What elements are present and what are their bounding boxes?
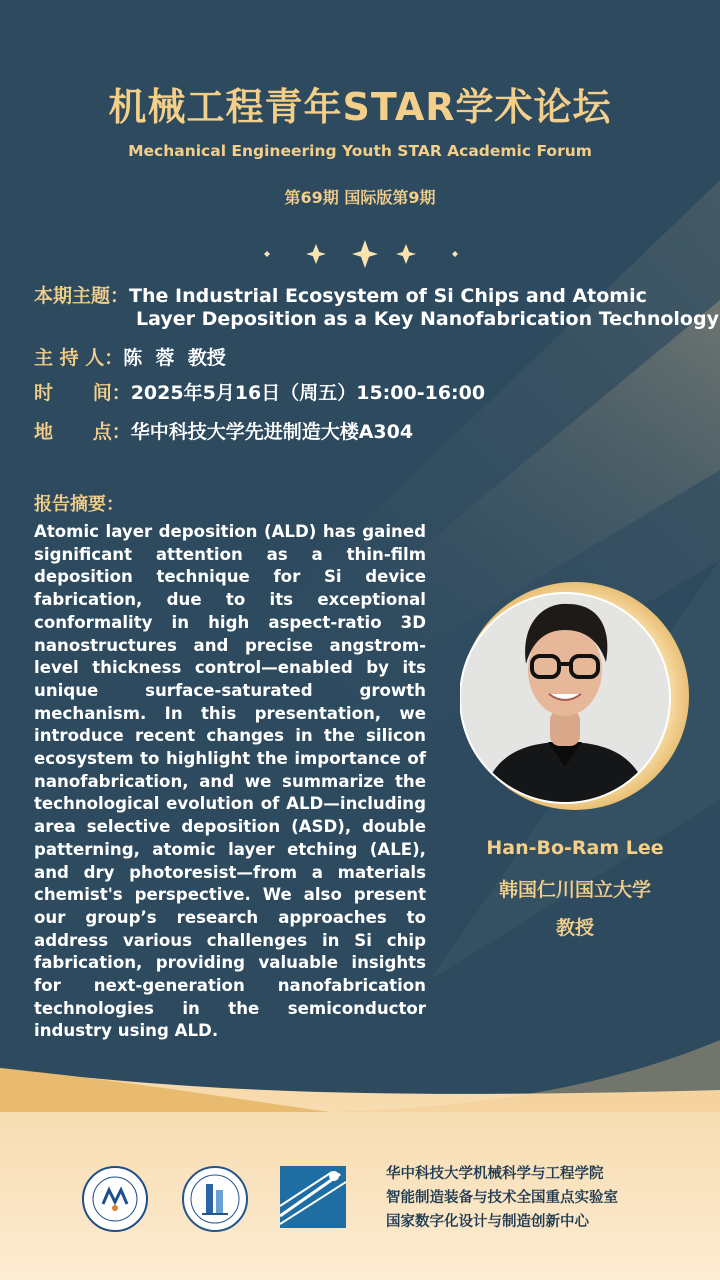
footer-line-1: 华中科技大学机械科学与工程学院: [386, 1166, 604, 1182]
issue-number: 第69期 国际版第9期: [284, 188, 436, 207]
place-row: [34, 417, 413, 444]
forum-title-en: Mechanical Engineering Youth STAR Academic Forum: [128, 142, 592, 160]
speaker-name: Han-Bo-Ram Lee: [486, 837, 664, 859]
host-value: 陈 蓉 教授: [123, 347, 226, 369]
topic-row: [34, 281, 647, 308]
topic-line-2: Layer Deposition as a Key Nanofabrication Technology: [136, 308, 719, 330]
host-label: 主 持 人：: [34, 347, 124, 369]
topic-line-1: The Industrial Ecosystem of Si Chips and Atomic: [129, 285, 647, 307]
host-row: [34, 343, 226, 370]
center-logo-icon: [280, 1166, 346, 1228]
abstract-label: 报告摘要：: [34, 494, 124, 515]
topic-label: 本期主题：: [34, 285, 130, 307]
forum-title: 机械工程青年STAR学术论坛: [108, 85, 612, 129]
footer-line-3: 国家数字化设计与制造创新中心: [386, 1214, 589, 1230]
star-ornament-icon: [252, 236, 472, 272]
time-label: 时 间：: [34, 382, 131, 404]
school-logo-icon: [82, 1166, 148, 1232]
footer-line-2: 智能制造装备与技术全国重点实验室: [386, 1190, 618, 1206]
speaker-title: 教授: [555, 917, 594, 939]
time-row: [34, 378, 485, 405]
place-value: 华中科技大学先进制造大楼A304: [130, 421, 414, 443]
abstract-text: Atomic layer deposition (ALD) has gained significant attention as a thin-film deposition technique for Si device fabrication, due to its exceptional conformality in high aspect-ratio 3D nanostructures and precise angstrom-level thickness control—enabled by its unique surface-saturated growth mechanism. In this presentation, we introduce recent changes in the silicon ecosystem to highlight the importance of nanofabrication, and we summarize the technological evolution of ALD—including area selective deposition (ASD), double patterning, atomic layer etching (ALE), and dry photoresist—from a materials chemist's perspective. We also present our group’s research approaches to address various challenges in Si chip fabrication, providing valuable insights for next-generation nanofabrication technologies in the semiconductor industry using ALD.: [34, 522, 426, 1041]
speaker-photo: [460, 582, 676, 814]
speaker-affiliation: 韩国仁川国立大学: [498, 879, 651, 901]
place-label: 地 点：: [34, 421, 131, 443]
time-value: 2025年5月16日（周五）15:00-16:00: [130, 382, 486, 404]
lab-logo-icon: [182, 1166, 248, 1232]
